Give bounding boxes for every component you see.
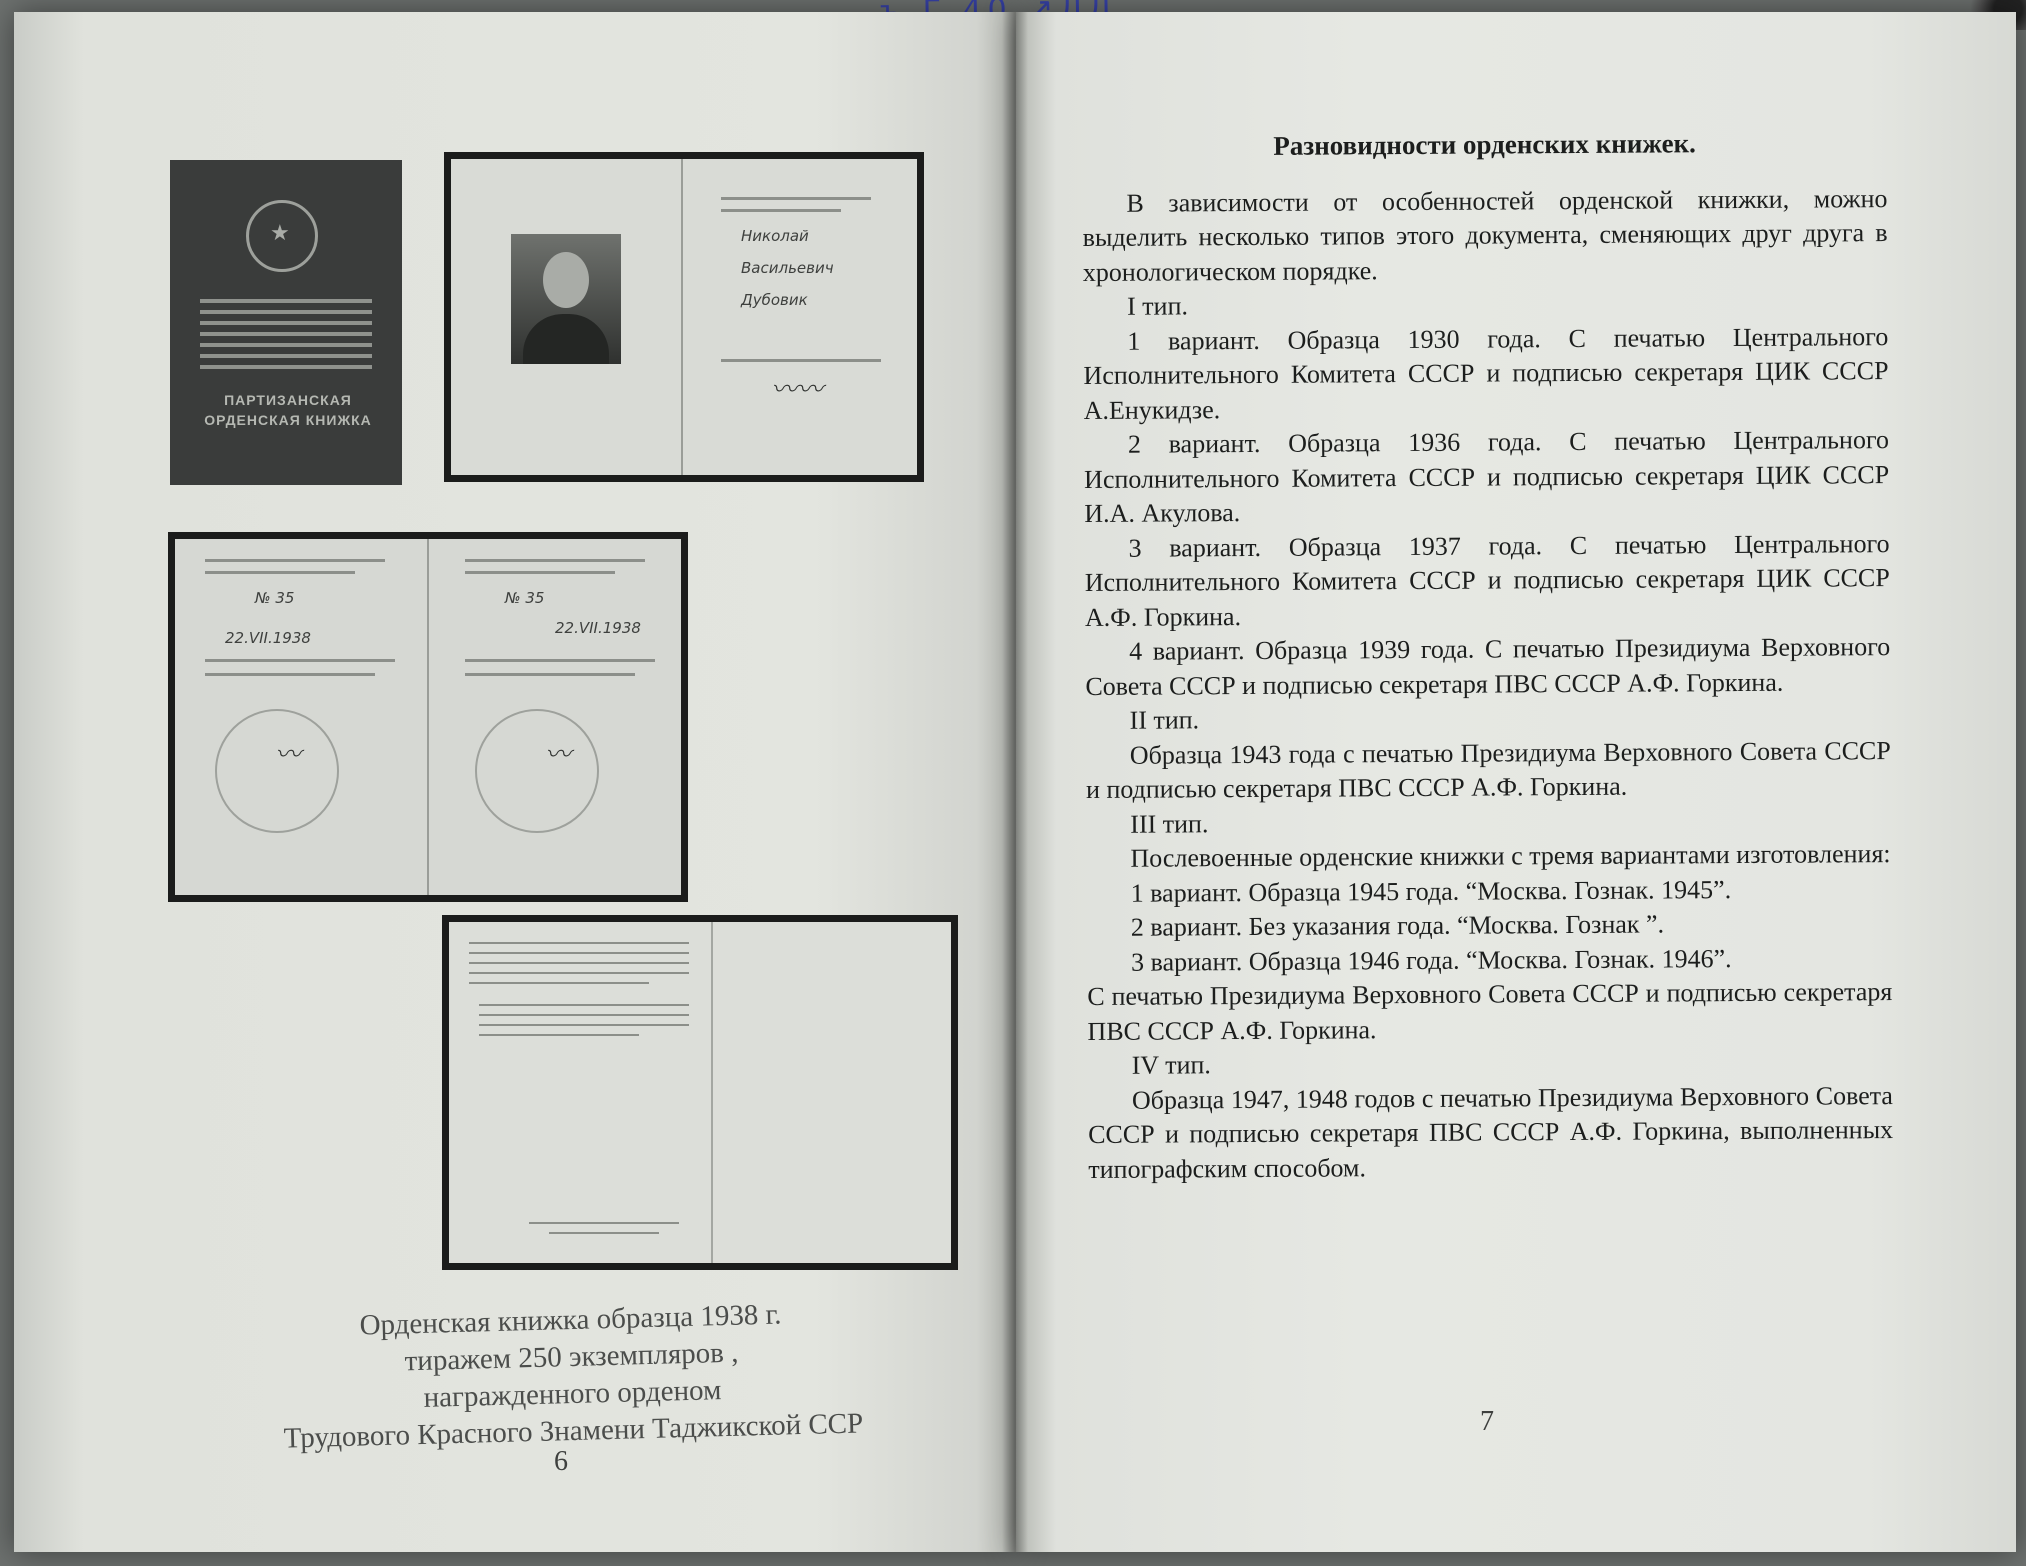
section-heading: Разновидности орденских книжек. xyxy=(1273,128,1696,161)
stamp-right xyxy=(475,709,599,833)
type-heading: III тип. xyxy=(1130,808,1209,839)
photo-open-book-portrait xyxy=(444,152,924,482)
paragraph: Послевоенные орденские книжки с тремя вариантами изготовления: xyxy=(1130,839,1891,873)
caption-line: тиражем 250 экземпляров , xyxy=(404,1336,739,1378)
caption-line: Трудового Красного Знамени Таджикской ССР xyxy=(283,1407,864,1455)
photo-book-cover xyxy=(170,160,402,485)
signature: 〰︎〰︎ xyxy=(771,375,824,405)
type-heading: II тип. xyxy=(1129,705,1200,735)
cover-text-lines xyxy=(200,292,372,376)
caption-line: Орденская книжка образца 1938 г. xyxy=(359,1298,782,1342)
paragraph: 1 вариант. Образца 1945 года. “Москва. Гознак. 1945”. xyxy=(1130,874,1732,908)
paragraph: 4 вариант. Образца 1939 года. С печатью Президиума Верховного Совета СССР и подписью секретаря ПВС СССР А.Ф. Горкина. xyxy=(1085,632,1891,701)
document-number-left: № 35 xyxy=(255,589,295,607)
cover-title: ПАРТИЗАНСКАЯ ОРДЕНСКАЯ КНИЖКА xyxy=(204,392,372,428)
paragraph: 3 вариант. Образца 1937 года. С печатью Центрального Исполнительного Комитета СССР и подписью секретаря ЦИК СССР А.Ф. Горкина. xyxy=(1084,528,1890,632)
paragraph: 2 вариант. Образца 1936 года. С печатью Центрального Исполнительного Комитета СССР и подписью секретаря ЦИК СССР И.А. Акулова. xyxy=(1084,425,1890,528)
book-spine xyxy=(711,922,713,1263)
stamp-left xyxy=(215,709,339,833)
paragraph: 3 вариант. Образца 1946 года. “Москва. Гознак. 1946”. xyxy=(1130,943,1732,977)
caption-line: награжденного орденом xyxy=(423,1374,722,1414)
paragraph: 1 вариант. Образца 1930 года. С печатью Центрального Исполнительного Комитета СССР и подписью секретаря ЦИК СССР А.Енукидзе. xyxy=(1083,321,1889,425)
page-number-right: 7 xyxy=(1480,1406,1494,1437)
signature-left: 〰︎ xyxy=(275,740,302,770)
book-spine xyxy=(427,539,429,895)
signature-right: 〰︎ xyxy=(545,740,572,770)
photo-open-book-printed xyxy=(442,915,958,1270)
handwritten-first-name: Николай xyxy=(741,227,809,245)
book-gutter xyxy=(1002,12,1028,1552)
right-page-text xyxy=(1082,125,1893,1187)
photo-open-book-stamps xyxy=(168,532,688,902)
paragraph: 2 вариант. Без указания года. “Москва. Гознак ”. xyxy=(1130,909,1665,942)
document-date-left: 22.VII.1938 xyxy=(225,629,311,647)
paragraph: Образца 1943 года с печатью Президиума Верховного Совета СССР и подписью секретаря ПВС СССР А.Ф. Горкина. xyxy=(1085,735,1891,804)
page-number-left: 6 xyxy=(554,1446,568,1477)
paragraph: В зависимости от особенностей орденской книжки, можно выделить несколько типов этого документа, сменяющих друг друга в хронологическом порядке. xyxy=(1082,183,1888,287)
star-icon: ★ xyxy=(270,220,290,245)
paragraph: Образца 1947, 1948 годов с печатью Президиума Верховного Совета СССР и подписью секретаря ПВС СССР А.Ф. Горкина, выполненных типографским способом. xyxy=(1088,1080,1894,1184)
handwritten-surname: Дубовик xyxy=(741,291,808,309)
type-heading: I тип. xyxy=(1126,291,1189,321)
left-page xyxy=(14,12,1016,1552)
handwritten-patronymic: Васильевич xyxy=(741,259,834,277)
book-spine xyxy=(681,159,683,475)
photo-caption xyxy=(220,1293,924,1459)
portrait-photo xyxy=(511,234,621,364)
paragraph: С печатью Президиума Верховного Совета СССР и подписью секретаря ПВС СССР А.Ф. Горкина. xyxy=(1087,977,1893,1046)
document-date-right: 22.VII.1938 xyxy=(555,619,641,637)
type-heading: IV тип. xyxy=(1131,1050,1211,1080)
document-number-right: № 35 xyxy=(505,589,545,607)
